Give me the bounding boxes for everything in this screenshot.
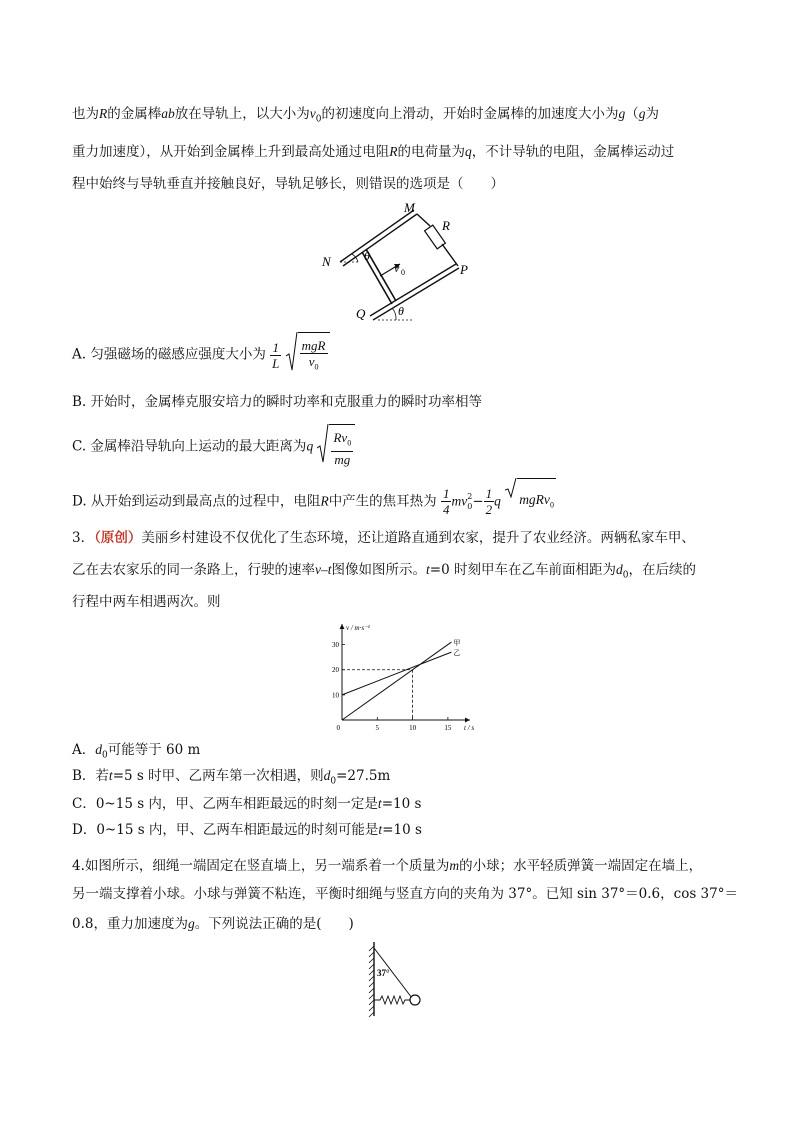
label-v0: v <box>394 261 400 275</box>
label-M: M <box>404 200 415 215</box>
q2-option-d: D. 从开始到运动到最高点的过程中，电阻R中产生的焦耳热为 $\frac{1}{4}$ mv 2 0 − $\frac{1}{2}$ q mgRv$_0$ <box>72 478 556 526</box>
q4-spring-figure <box>364 940 430 1020</box>
q2-stem-line2: 重力加速度），从开始到金属棒上升到最高处通过电阻R的电荷量为q，不计导轨的电阻，金属棒运动过 <box>72 144 675 160</box>
q4-stem-line2: 另一端支撑着小球。小球与弹簧不粘连，平衡时细绳与竖直方向的夹角为 37°。已知 sin 37°＝0.6，cos 37°＝ <box>72 886 738 902</box>
x-tick-label: 15 <box>444 724 452 732</box>
series-label-0: 甲 <box>453 639 461 648</box>
q2-option-c: C. 金属棒沿导轨向上运动的最大距离为q $\frac{Rv_0}{mg}$ <box>72 424 355 470</box>
q2-option-a: A. 匀强磁场的磁感应强度大小为 $\frac{1}{L}$ $\frac{\text{mgR}}{v_0}$ <box>72 332 330 378</box>
label-R: R <box>442 218 450 233</box>
rail-bottom-line <box>370 264 456 316</box>
label-theta-bottom: θ <box>398 304 404 318</box>
q2-stem-line1: 也为R的金属棒ab放在导轨上，以大小为$v_0$的初速度向上滑动，开始时金属棒的加速度大小为g（g为 <box>72 106 659 125</box>
ball-icon <box>410 995 420 1005</box>
x-axis-arrow <box>465 718 470 723</box>
origin-label: 0 <box>336 724 340 732</box>
q3-option-b: B．若t=5 s 时甲、乙两车第一次相遇，则$d_0=27.5m$ <box>72 768 391 787</box>
angle-label: 37° <box>377 968 390 978</box>
q2-rail-figure <box>318 198 488 324</box>
q3-option-d: D．0~15 s 内，甲、乙两车相距最远的时刻可能是t=10 s <box>72 822 422 838</box>
x-axis-label: t / s <box>464 724 475 732</box>
label-Q: Q <box>356 306 366 321</box>
y-axis-label: v / m·s⁻¹ <box>346 624 370 632</box>
q3-vt-chart <box>322 620 482 732</box>
label-N: N <box>322 254 331 269</box>
q3-stem-line2: 乙在去农家乐的同一条路上，行驶的速率v–t图像如图所示。t=0 时刻甲车在乙车前面相距为$d_0$，在后续的 <box>72 562 696 581</box>
q2-stem-line3: 程中始终与导轨垂直并接触良好，导轨足够长，则错误的选项是（ ） <box>72 176 504 192</box>
q3-stem-line1: 3．（原创）美丽乡村建设不仅优化了生态环境，还让道路直通到农家，提升了农业经济。两辆私家车甲、 <box>72 530 695 546</box>
q2-option-b: B. 开始时，金属棒克服安培力的瞬时功率和克服重力的瞬时功率相等 <box>72 394 483 410</box>
y-tick-label: 10 <box>332 691 339 700</box>
series-line-1 <box>342 652 451 695</box>
x-tick-label: 10 <box>409 724 417 732</box>
q3-stem-line3: 行程中两车相遇两次。则 <box>72 594 221 610</box>
x-tick-label: 5 <box>375 724 380 732</box>
y-axis-arrow <box>340 624 345 629</box>
label-theta-top: θ <box>364 249 370 263</box>
q4-stem-line3: 0.8，重力加速度为g。下列说法正确的是( ) <box>72 916 354 932</box>
label-P: P <box>460 262 468 277</box>
spring-icon <box>374 996 410 1004</box>
rail-top-line <box>340 210 414 262</box>
series-label-1: 乙 <box>453 649 461 658</box>
q3-option-c: C．0~15 s 内，甲、乙两车相距最远的时刻一定是t=10 s <box>72 796 422 812</box>
q4-stem-line1: 4.如图所示，细绳一端固定在竖直墙上，另一端系着一个质量为m的小球；水平轻质弹簧一端固定在墙上， <box>72 858 703 874</box>
q3-option-a: A．$d_0$可能等于 60 m <box>72 742 201 761</box>
series-line-0 <box>342 642 451 720</box>
y-tick-label: 30 <box>332 641 339 650</box>
svg-text:0: 0 <box>401 268 405 277</box>
y-tick-label: 20 <box>332 666 339 675</box>
wall-hatch <box>369 946 374 1017</box>
